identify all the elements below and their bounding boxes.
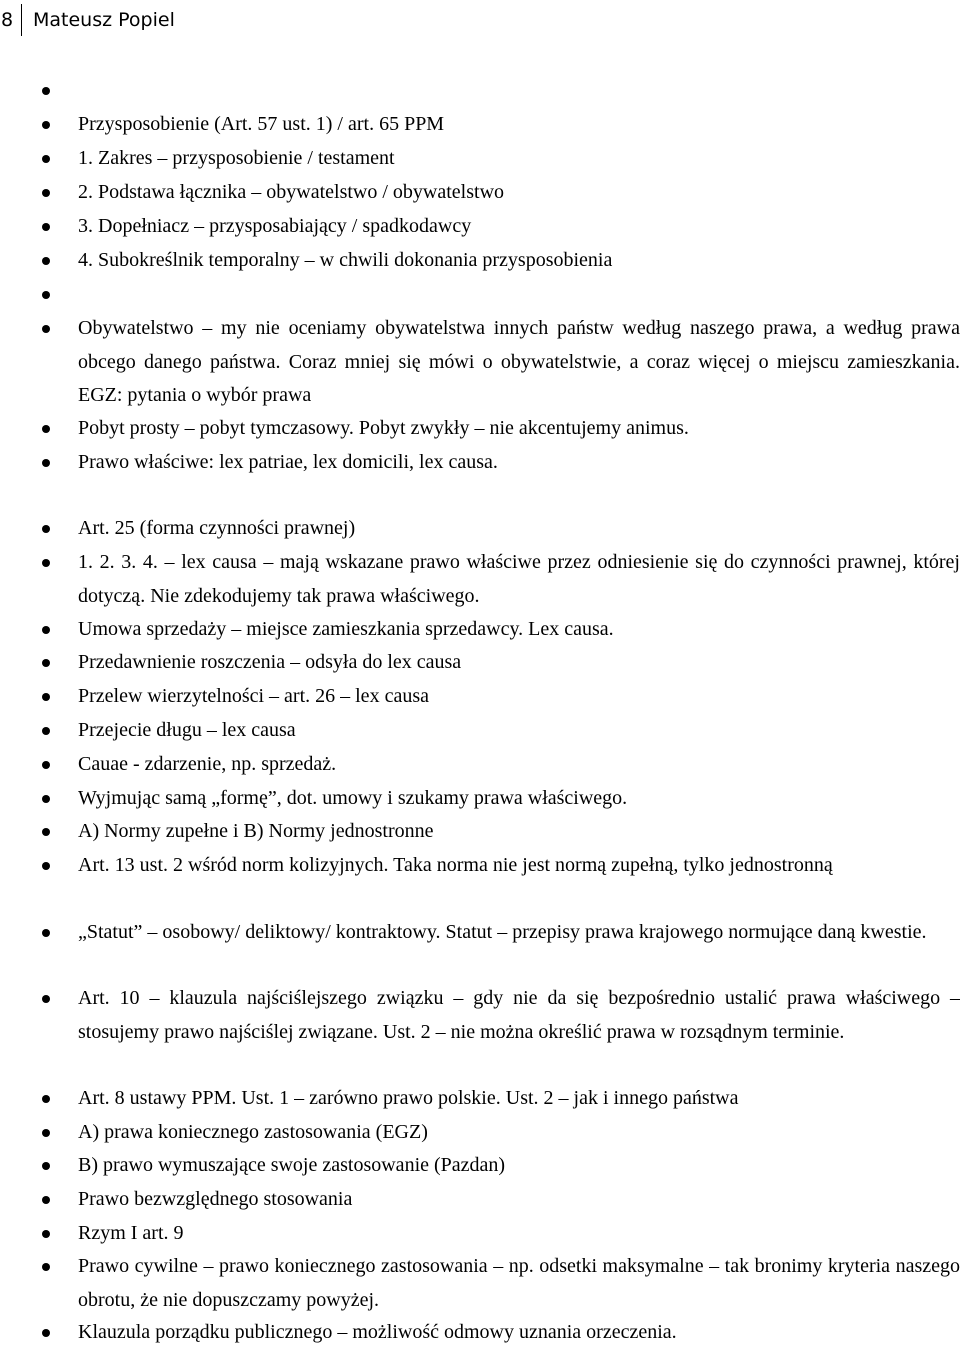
list-item — [78, 108, 960, 142]
list-item — [78, 916, 960, 950]
list-item-text: Przysposobienie (Art. 57 ust. 1) / art. 65 PPM — [78, 113, 445, 135]
list-item-text: Przejecie długu – lex causa — [78, 719, 296, 741]
list-item-text: 3. Dopełniacz – przysposabiający / spadkodawcy — [78, 215, 472, 237]
list-item-text: Przelew wierzytelności – art. 26 – lex causa — [78, 685, 429, 707]
list-item-text: Prawo cywilne – prawo koniecznego zastosowania – np. odsetki maksymalne – tak bronimy kryteria naszego obrotu, że nie dopuszczamy powyżej. — [78, 1255, 960, 1311]
list-item — [78, 1116, 960, 1150]
list-item-text: Pobyt prosty – pobyt tymczasowy. Pobyt zwykły – nie akcentujemy animus. — [78, 417, 689, 439]
list-item-text: 2. Podstawa łącznika – obywatelstwo / obywatelstwo — [78, 181, 505, 203]
bullet-icon — [42, 1263, 50, 1271]
bullet-icon — [42, 425, 50, 433]
bullet-icon — [42, 795, 50, 803]
bullet-icon — [42, 761, 50, 769]
bullet-icon — [42, 257, 50, 265]
list-item-text: 1. Zakres – przysposobienie / testament — [78, 147, 395, 169]
bullet-icon — [42, 291, 50, 299]
list-item-text: „Statut” – osobowy/ deliktowy/ kontraktowy. Statut – przepisy prawa krajowego normujące daną kwestie. — [78, 921, 927, 943]
list-item-text: Przedawnienie roszczenia – odsyła do lex causa — [78, 651, 462, 673]
list-item — [78, 244, 960, 278]
bullet-icon — [42, 727, 50, 735]
bullet-icon — [42, 87, 50, 95]
list-item-text: Klauzula porządku publicznego – możliwość odmowy uznania orzeczenia. — [78, 1321, 677, 1343]
list-item — [78, 176, 960, 210]
bullet-icon — [42, 1162, 50, 1170]
list-item — [78, 1149, 960, 1183]
bullet-icon — [42, 155, 50, 163]
list-item — [78, 546, 960, 613]
bullet-icon — [42, 189, 50, 197]
list-item — [78, 613, 960, 647]
list-item-text: Rzym I art. 9 — [78, 1222, 184, 1244]
list-item-text: Prawo właściwe: lex patriae, lex domicili, lex causa. — [78, 451, 498, 473]
bullet-icon — [42, 121, 50, 129]
bullet-icon — [42, 1129, 50, 1137]
list-item-text: 1. 2. 3. 4. – lex causa – mają wskazane prawo właściwe przez odniesienie się do czynności prawnej, której dotyczą. Nie zdekodujemy tak prawa właściwego. — [78, 551, 960, 607]
list-item — [78, 646, 960, 680]
list-item-text: Art. 10 – klauzula najściślejszego związku – gdy nie da się bezpośrednio ustalić prawa właściwego – stosujemy prawo najściślej związane. Ust. 2 – nie można określić prawa w rozsądnym terminie. — [78, 987, 960, 1043]
bullet-icon — [42, 525, 50, 533]
list-item — [78, 1183, 960, 1217]
list-item — [78, 210, 960, 244]
bullet-icon — [42, 995, 50, 1003]
list-item — [78, 982, 960, 1049]
list-item-text: B) prawo wymuszające swoje zastosowanie (Pazdan) — [78, 1154, 506, 1176]
list-item — [78, 512, 960, 546]
bullet-icon — [42, 1230, 50, 1238]
bullet-icon — [42, 693, 50, 701]
list-item — [78, 1217, 960, 1251]
list-item — [78, 142, 960, 176]
bullet-icon — [42, 559, 50, 567]
list-item — [78, 815, 960, 849]
bullet-icon — [42, 929, 50, 937]
list-item-text: A) prawa koniecznego zastosowania (EGZ) — [78, 1121, 428, 1143]
list-item — [78, 1082, 960, 1116]
bullet-icon — [42, 223, 50, 231]
list-item-text: 4. Subokreślnik temporalny – w chwili dokonania przysposobienia — [78, 249, 613, 271]
list-item — [78, 714, 960, 748]
author-name: Mateusz Popiel — [33, 9, 175, 31]
list-item — [78, 782, 960, 816]
bullet-icon — [42, 459, 50, 467]
bullet-icon — [42, 626, 50, 634]
list-item-text: Art. 8 ustawy PPM. Ust. 1 – zarówno prawo polskie. Ust. 2 – jak i innego państwa — [78, 1087, 739, 1109]
list-item — [78, 1250, 960, 1317]
bullet-icon — [42, 325, 50, 333]
list-item — [78, 1316, 960, 1350]
bullet-icon — [42, 659, 50, 667]
list-item — [78, 312, 960, 413]
list-item-text: Obywatelstwo – my nie oceniamy obywatelstwa innych państw według naszego prawa, a według prawa obcego danego państwa. Coraz mniej się mówi o obywatelstwie, a coraz więcej o miejscu zamieszkania. EGZ: pytania o wybór prawa — [78, 317, 960, 407]
list-item — [78, 748, 960, 782]
list-item-text: A) Normy zupełne i B) Normy jednostronne — [78, 820, 434, 842]
list-item-text: Art. 13 ust. 2 wśród norm kolizyjnych. Taka norma nie jest normą zupełną, tylko jednostronną — [78, 854, 833, 876]
bullet-icon — [42, 828, 50, 836]
list-item — [78, 446, 960, 480]
list-item-text: Art. 25 (forma czynności prawnej) — [78, 517, 356, 539]
list-item — [78, 412, 960, 446]
page-number: 8 — [1, 9, 14, 31]
list-item-text: Prawo bezwzględnego stosowania — [78, 1188, 353, 1210]
list-item — [78, 680, 960, 714]
list-item — [78, 278, 960, 311]
list-item — [78, 74, 960, 107]
list-item-text: Cauae - zdarzenie, np. sprzedaż. — [78, 753, 337, 775]
bullet-icon — [42, 1329, 50, 1337]
list-item-text: Wyjmując samą „formę”, dot. umowy i szukamy prawa właściwego. — [78, 787, 628, 809]
bullet-icon — [42, 1196, 50, 1204]
list-item — [78, 849, 960, 883]
bullet-icon — [42, 862, 50, 870]
bullet-icon — [42, 1095, 50, 1103]
list-item-text: Umowa sprzedaży – miejsce zamieszkania sprzedawcy. Lex causa. — [78, 618, 614, 640]
